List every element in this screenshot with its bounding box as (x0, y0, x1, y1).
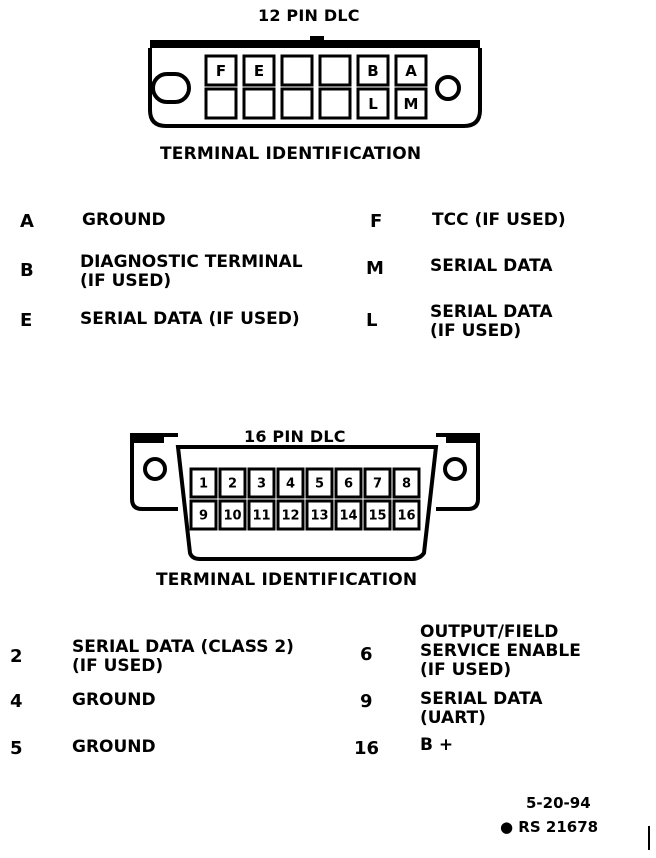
terminal-code: 6 (360, 644, 373, 665)
terminal-description: GROUND (72, 737, 156, 757)
terminal-description: SERIAL DATA (IF USED) (80, 309, 300, 329)
margin-mark (648, 826, 650, 850)
terminal-code: 4 (10, 691, 23, 712)
pin-label: 9 (198, 508, 209, 524)
terminal-description: GROUND (82, 210, 166, 230)
terminal-description: SERIAL DATA (IF USED) (430, 302, 553, 341)
terminal-code: B (20, 260, 34, 281)
pin-label: 3 (256, 476, 267, 492)
connector12-caption: TERMINAL IDENTIFICATION (160, 144, 422, 164)
terminal-code: F (370, 211, 383, 232)
terminal-description: SERIAL DATA (430, 256, 553, 276)
terminal-description: B + (420, 735, 454, 755)
terminal-code: 16 (354, 738, 380, 759)
pin-label: B (367, 61, 379, 80)
pin-label: 14 (339, 508, 358, 524)
terminal-code: L (366, 310, 378, 331)
figure-date: 5-20-94 (526, 794, 591, 812)
terminal-code: 9 (360, 691, 373, 712)
terminal-code: 5 (10, 738, 23, 759)
terminal-code: A (20, 211, 34, 232)
pin-cavity (282, 56, 312, 85)
pin-cavity (282, 89, 312, 118)
connector16-title: 16 PIN DLC (244, 427, 346, 446)
pin-label: 13 (310, 508, 329, 524)
pin-label: 16 (397, 508, 416, 524)
connector12-body (150, 48, 480, 126)
pin-label: M (403, 94, 419, 113)
figure-reference: ● RS 21678 (500, 818, 599, 836)
connector16-right-hole (445, 459, 465, 479)
pin-label: L (368, 94, 378, 113)
pin-label: 11 (252, 508, 271, 524)
connector12-title: 12 PIN DLC (258, 6, 360, 25)
terminal-description: GROUND (72, 690, 156, 710)
terminal-description: SERIAL DATA (UART) (420, 689, 543, 728)
pin-cavity (206, 89, 236, 118)
pin-cavity (244, 89, 274, 118)
pin-label: 1 (198, 476, 209, 492)
connector16-diagram (0, 425, 656, 575)
pin-label: 2 (227, 476, 238, 492)
terminal-description: TCC (IF USED) (432, 210, 566, 230)
pin-label: 8 (401, 476, 412, 492)
connector12-right-hole (437, 77, 459, 99)
pin-cavity (320, 89, 350, 118)
pin-label: 6 (343, 476, 354, 492)
connector16-left-hole (145, 459, 165, 479)
pin-label: 15 (368, 508, 387, 524)
connector12-left-oval (153, 74, 189, 102)
connector12-top-key (310, 36, 324, 48)
terminal-code: E (20, 310, 33, 331)
terminal-code: M (366, 258, 384, 279)
pin-label: E (253, 61, 265, 80)
terminal-code: 2 (10, 646, 23, 667)
pin-label: A (405, 61, 417, 80)
pin-cavity (320, 56, 350, 85)
terminal-description: DIAGNOSTIC TERMINAL (IF USED) (80, 252, 303, 291)
pin-label: 10 (223, 508, 242, 524)
pin-label: 7 (372, 476, 383, 492)
pin-label: 4 (285, 476, 296, 492)
connector16-caption: TERMINAL IDENTIFICATION (156, 570, 418, 590)
pin-label: F (215, 61, 227, 80)
terminal-description: SERIAL DATA (CLASS 2) (IF USED) (72, 637, 294, 676)
pin-label: 12 (281, 508, 300, 524)
pin-label: 5 (314, 476, 325, 492)
terminal-description: OUTPUT/FIELD SERVICE ENABLE (IF USED) (420, 622, 581, 680)
